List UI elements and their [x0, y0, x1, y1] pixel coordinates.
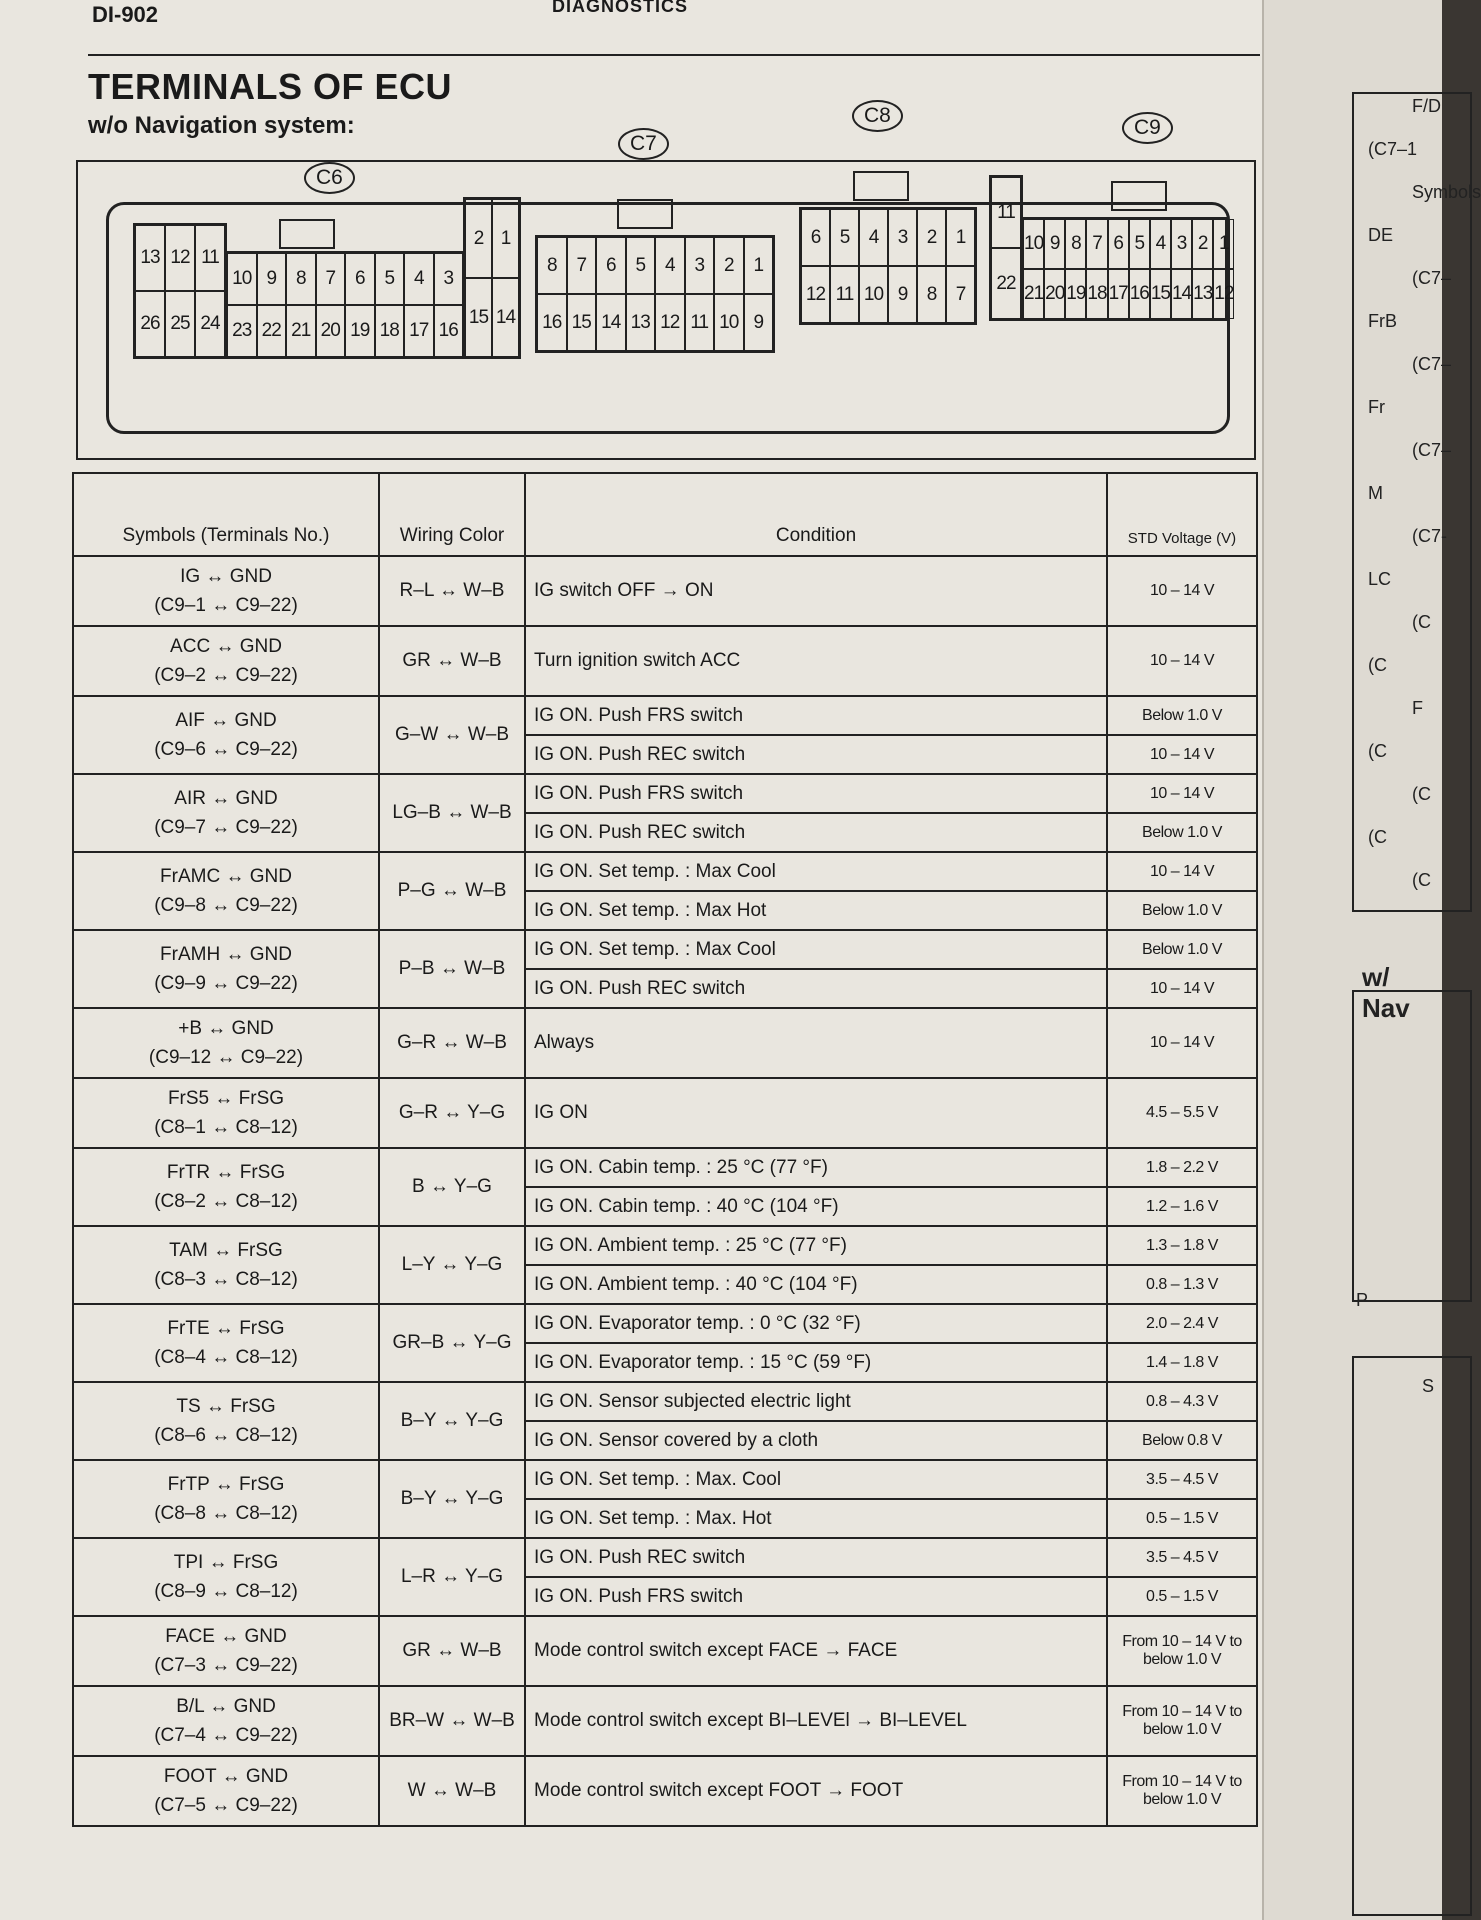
- std-voltage: 0.8 – 1.3 V: [1107, 1265, 1257, 1304]
- adjacent-item: Symbols: [1412, 182, 1481, 202]
- symbol-cell: [73, 626, 379, 696]
- table-header-row: [73, 473, 1257, 556]
- c7-pin-16: 16: [537, 294, 567, 351]
- std-voltage: From 10 – 14 V to below 1.0 V: [1107, 1756, 1257, 1826]
- c7-pin-4: 4: [655, 237, 685, 294]
- c8-pin-12: 12: [801, 266, 830, 323]
- c6-pin-8: 8: [286, 253, 316, 305]
- terminal-numbers: (C8–1 ↔ C8–12): [154, 1117, 298, 1138]
- table-row: [73, 556, 1257, 626]
- c9-key: [1111, 181, 1167, 211]
- c6-pin-14: 14: [492, 278, 519, 357]
- terminals-table: [72, 472, 1258, 1827]
- c6-key: [279, 219, 335, 249]
- adjacent-item: F/D: [1412, 96, 1441, 116]
- table-row: [73, 1382, 1257, 1421]
- condition-cell: IG ON. Push FRS switch: [525, 696, 1107, 735]
- terminal-numbers: (C9–2 ↔ C9–22): [154, 665, 298, 686]
- adjacent-item: DE: [1368, 225, 1394, 245]
- c7-pin-5: 5: [626, 237, 656, 294]
- table-row: [73, 852, 1257, 891]
- adjacent-item: M: [1368, 483, 1383, 503]
- table-row: [73, 626, 1257, 696]
- condition-cell: IG ON. Set temp. : Max. Cool: [525, 1460, 1107, 1499]
- terminal-numbers: (C9–7 ↔ C9–22): [154, 817, 298, 838]
- c7-pin-12: 12: [655, 294, 685, 351]
- table-row: [73, 1460, 1257, 1499]
- symbol-pair: AIF ↔ GND: [175, 710, 277, 731]
- adjacent-item: (C: [1368, 827, 1387, 847]
- c9-block: [1021, 217, 1234, 321]
- symbol-cell: [73, 1226, 379, 1304]
- wiring-color: L–R ↔ Y–G: [379, 1538, 525, 1616]
- wiring-color: L–Y ↔ Y–G: [379, 1226, 525, 1304]
- c6-pin-5: 5: [375, 253, 405, 305]
- c9-pin-12: 12: [1213, 269, 1234, 319]
- std-voltage: 2.0 – 2.4 V: [1107, 1304, 1257, 1343]
- c8-pin-8: 8: [917, 266, 946, 323]
- terminal-numbers: (C8–9 ↔ C8–12): [154, 1581, 298, 1602]
- connector-label-c7: C7: [618, 128, 669, 160]
- c7-pin-11: 11: [685, 294, 715, 351]
- symbol-pair: FrAMH ↔ GND: [160, 944, 292, 965]
- condition-cell: Mode control switch except BI–LEVEl → BI–LEVEL: [525, 1686, 1107, 1756]
- condition-cell: Mode control switch except FACE → FACE: [525, 1616, 1107, 1686]
- std-voltage: 0.5 – 1.5 V: [1107, 1577, 1257, 1616]
- symbol-cell: [73, 930, 379, 1008]
- std-voltage: 0.8 – 4.3 V: [1107, 1382, 1257, 1421]
- condition-cell: IG ON. Push FRS switch: [525, 774, 1107, 813]
- c8-pin-4: 4: [859, 209, 888, 266]
- c6-mid-block: [225, 251, 465, 359]
- condition-cell: IG ON. Push REC switch: [525, 969, 1107, 1008]
- table-row: [73, 1616, 1257, 1686]
- symbol-pair: FOOT ↔ GND: [163, 1766, 289, 1787]
- condition-cell: IG ON. Cabin temp. : 40 °C (104 °F): [525, 1187, 1107, 1226]
- condition-cell: IG ON. Ambient temp. : 25 °C (77 °F): [525, 1226, 1107, 1265]
- adjacent-item: (C7–1: [1368, 139, 1418, 159]
- terminal-numbers: (C8–6 ↔ C8–12): [154, 1425, 298, 1446]
- std-voltage: From 10 – 14 V to below 1.0 V: [1107, 1686, 1257, 1756]
- c6-pin-9: 9: [257, 253, 287, 305]
- condition-cell: IG ON. Set temp. : Max. Hot: [525, 1499, 1107, 1538]
- c9-pin-18: 18: [1086, 269, 1107, 319]
- c6-pin-2: 2: [465, 199, 492, 278]
- wiring-color: GR–B ↔ Y–G: [379, 1304, 525, 1382]
- c6-pin-12: 12: [165, 225, 195, 291]
- std-voltage: Below 1.0 V: [1107, 930, 1257, 969]
- c9-pin-4: 4: [1150, 219, 1171, 269]
- symbol-pair: AIR ↔ GND: [174, 788, 278, 809]
- adjacent-item: (C: [1368, 741, 1387, 761]
- adjacent-item: Fr: [1368, 397, 1385, 417]
- c6-pin-4: 4: [404, 253, 434, 305]
- c6-right-block: [463, 197, 521, 359]
- c7-pin-7: 7: [567, 237, 597, 294]
- adjacent-box-2: [1352, 1356, 1472, 1916]
- c8-pin-7: 7: [946, 266, 975, 323]
- c9-pin-16: 16: [1129, 269, 1150, 319]
- terminal-numbers: (C9–8 ↔ C9–22): [154, 895, 298, 916]
- adjacent-page: [1262, 0, 1481, 1920]
- condition-cell: Turn ignition switch ACC: [525, 626, 1107, 696]
- section-header: DIAGNOSTICS: [552, 0, 689, 16]
- terminal-numbers: (C8–8 ↔ C8–12): [154, 1503, 298, 1524]
- terminal-numbers: (C9–9 ↔ C9–22): [154, 973, 298, 994]
- wiring-color: B ↔ Y–G: [379, 1148, 525, 1226]
- condition-cell: IG switch OFF → ON: [525, 556, 1107, 626]
- condition-cell: IG ON. Push REC switch: [525, 735, 1107, 774]
- wiring-color: B–Y ↔ Y–G: [379, 1382, 525, 1460]
- symbol-pair: TAM ↔ FrSG: [169, 1240, 283, 1261]
- wiring-color: G–R ↔ Y–G: [379, 1078, 525, 1148]
- table-row: [73, 930, 1257, 969]
- symbol-cell: [73, 696, 379, 774]
- symbol-pair: FACE ↔ GND: [165, 1626, 287, 1647]
- adjacent-box-1: [1352, 990, 1472, 1302]
- header-voltage: STD Voltage (V): [1107, 473, 1257, 556]
- c6-pin-3: 3: [434, 253, 464, 305]
- std-voltage: 3.5 – 4.5 V: [1107, 1460, 1257, 1499]
- terminal-numbers: (C7–5 ↔ C9–22): [154, 1795, 298, 1816]
- c6-pin-7: 7: [316, 253, 346, 305]
- symbol-pair: FrS5 ↔ FrSG: [167, 1088, 285, 1109]
- terminal-numbers: (C8–3 ↔ C8–12): [154, 1269, 298, 1290]
- c8-pin-3: 3: [888, 209, 917, 266]
- wiring-color: B–Y ↔ Y–G: [379, 1460, 525, 1538]
- table-row: [73, 1686, 1257, 1756]
- std-voltage: Below 0.8 V: [1107, 1421, 1257, 1460]
- c9-pin-20: 20: [1044, 269, 1065, 319]
- condition-cell: Mode control switch except FOOT → FOOT: [525, 1756, 1107, 1826]
- symbol-cell: [73, 1616, 379, 1686]
- condition-cell: IG ON. Set temp. : Max Hot: [525, 891, 1107, 930]
- symbol-pair: TS ↔ FrSG: [176, 1396, 276, 1417]
- symbol-cell: [73, 1078, 379, 1148]
- symbol-cell: [73, 556, 379, 626]
- terminal-numbers: (C9–6 ↔ C9–22): [154, 739, 298, 760]
- connector-label-c8: C8: [852, 100, 903, 132]
- adjacent-item: F: [1412, 698, 1423, 718]
- symbol-cell: [73, 774, 379, 852]
- c6-left-block: [133, 223, 227, 359]
- c6-pin-26: 26: [135, 291, 165, 357]
- header-symbols: Symbols (Terminals No.): [73, 473, 379, 556]
- c9-pin-15: 15: [1150, 269, 1171, 319]
- header-rule: [88, 54, 1260, 56]
- adjacent-item: (C: [1412, 784, 1431, 804]
- symbol-cell: [73, 1008, 379, 1078]
- c6-pin-11: 11: [195, 225, 225, 291]
- table-row: [73, 1226, 1257, 1265]
- table-row: [73, 1756, 1257, 1826]
- c6-pin-22: 22: [257, 305, 287, 357]
- symbol-cell: [73, 1148, 379, 1226]
- adjacent-heading: w/ Nav: [1362, 962, 1410, 1023]
- c9-tab-block: [989, 175, 1023, 321]
- adjacent-item: (C7-: [1412, 526, 1447, 546]
- terminal-numbers: (C9–1 ↔ C9–22): [154, 595, 298, 616]
- table-row: [73, 1148, 1257, 1187]
- symbol-pair: FrAMC ↔ GND: [160, 866, 292, 887]
- wiring-color: GR ↔ W–B: [379, 626, 525, 696]
- wiring-color: W ↔ W–B: [379, 1756, 525, 1826]
- c6-pin-20: 20: [316, 305, 346, 357]
- condition-cell: IG ON. Sensor covered by a cloth: [525, 1421, 1107, 1460]
- c6-pin-24: 24: [195, 291, 225, 357]
- c9-pin-8: 8: [1065, 219, 1086, 269]
- condition-cell: IG ON. Set temp. : Max Cool: [525, 852, 1107, 891]
- std-voltage: 10 – 14 V: [1107, 774, 1257, 813]
- adjacent-item: (C7–: [1412, 268, 1452, 288]
- std-voltage: 4.5 – 5.5 V: [1107, 1078, 1257, 1148]
- wiring-color: R–L ↔ W–B: [379, 556, 525, 626]
- std-voltage: 1.4 – 1.8 V: [1107, 1343, 1257, 1382]
- symbol-pair: ACC ↔ GND: [170, 636, 282, 657]
- page-id: DI-902: [92, 2, 159, 27]
- c9-pin-6: 6: [1108, 219, 1129, 269]
- symbol-cell: [73, 1304, 379, 1382]
- symbol-pair: FrTP ↔ FrSG: [167, 1474, 285, 1495]
- wiring-color: G–R ↔ W–B: [379, 1008, 525, 1078]
- c9-pin-11: 11: [991, 177, 1021, 248]
- adjacent-item: (C7–: [1412, 440, 1452, 460]
- symbol-pair: IG ↔ GND: [180, 566, 272, 587]
- c6-pin-10: 10: [227, 253, 257, 305]
- c7-pin-1: 1: [744, 237, 774, 294]
- c9-pin-9: 9: [1044, 219, 1065, 269]
- adjacent-item: (C7–: [1412, 354, 1452, 374]
- condition-cell: IG ON. Cabin temp. : 25 °C (77 °F): [525, 1148, 1107, 1187]
- symbol-cell: [73, 1382, 379, 1460]
- c9-pin-3: 3: [1171, 219, 1192, 269]
- c9-pin-21: 21: [1023, 269, 1044, 319]
- terminal-numbers: (C8–4 ↔ C8–12): [154, 1347, 298, 1368]
- c6-pin-19: 19: [345, 305, 375, 357]
- c9-pin-1: 1: [1213, 219, 1234, 269]
- symbol-pair: TPI ↔ FrSG: [173, 1552, 279, 1573]
- adjacent-marker-p: P: [1356, 1290, 1369, 1310]
- c7-key: [617, 199, 673, 229]
- wiring-color: P–B ↔ W–B: [379, 930, 525, 1008]
- c7-block: [535, 235, 775, 353]
- condition-cell: IG ON. Evaporator temp. : 0 °C (32 °F): [525, 1304, 1107, 1343]
- symbol-cell: [73, 1756, 379, 1826]
- c6-pin-23: 23: [227, 305, 257, 357]
- std-voltage: 10 – 14 V: [1107, 735, 1257, 774]
- condition-cell: IG ON: [525, 1078, 1107, 1148]
- condition-cell: Always: [525, 1008, 1107, 1078]
- std-voltage: Below 1.0 V: [1107, 696, 1257, 735]
- c8-pin-10: 10: [859, 266, 888, 323]
- adjacent-item: LC: [1368, 569, 1392, 589]
- header-condition: Condition: [525, 473, 1107, 556]
- std-voltage: 0.5 – 1.5 V: [1107, 1499, 1257, 1538]
- std-voltage: Below 1.0 V: [1107, 891, 1257, 930]
- terminal-numbers: (C7–4 ↔ C9–22): [154, 1725, 298, 1746]
- c7-pin-8: 8: [537, 237, 567, 294]
- c7-pin-2: 2: [714, 237, 744, 294]
- header-wiring: Wiring Color: [379, 473, 525, 556]
- c7-pin-10: 10: [714, 294, 744, 351]
- symbol-pair: FrTR ↔ FrSG: [166, 1162, 286, 1183]
- symbol-cell: [73, 852, 379, 930]
- c8-pin-2: 2: [917, 209, 946, 266]
- connector-label-c9: C9: [1122, 112, 1173, 144]
- table-row: [73, 1008, 1257, 1078]
- c9-pin-19: 19: [1065, 269, 1086, 319]
- std-voltage: 10 – 14 V: [1107, 1008, 1257, 1078]
- adjacent-item: (C: [1412, 612, 1431, 632]
- std-voltage: 1.2 – 1.6 V: [1107, 1187, 1257, 1226]
- adjacent-marker-s: S: [1422, 1376, 1435, 1396]
- c6-pin-25: 25: [165, 291, 195, 357]
- c7-pin-15: 15: [567, 294, 597, 351]
- c6-pin-21: 21: [286, 305, 316, 357]
- c8-pin-9: 9: [888, 266, 917, 323]
- symbol-cell: [73, 1686, 379, 1756]
- symbol-pair: +B ↔ GND: [178, 1018, 274, 1039]
- c9-pin-14: 14: [1171, 269, 1192, 319]
- condition-cell: IG ON. Push REC switch: [525, 1538, 1107, 1577]
- c6-pin-18: 18: [375, 305, 405, 357]
- wiring-color: LG–B ↔ W–B: [379, 774, 525, 852]
- terminal-numbers: (C8–2 ↔ C8–12): [154, 1191, 298, 1212]
- c6-pin-1: 1: [492, 199, 519, 278]
- c9-pin-13: 13: [1192, 269, 1213, 319]
- table-row: [73, 774, 1257, 813]
- c9-pin-22: 22: [991, 248, 1021, 319]
- wiring-color: G–W ↔ W–B: [379, 696, 525, 774]
- std-voltage: 1.3 – 1.8 V: [1107, 1226, 1257, 1265]
- table-row: [73, 1078, 1257, 1148]
- c9-pin-10: 10: [1023, 219, 1044, 269]
- terminal-numbers: (C7–3 ↔ C9–22): [154, 1655, 298, 1676]
- std-voltage: 10 – 14 V: [1107, 969, 1257, 1008]
- wiring-color: GR ↔ W–B: [379, 1616, 525, 1686]
- adjacent-item: FrB: [1368, 311, 1397, 331]
- condition-cell: IG ON. Push FRS switch: [525, 1577, 1107, 1616]
- c8-key: [853, 171, 909, 201]
- wiring-color: P–G ↔ W–B: [379, 852, 525, 930]
- std-voltage: 10 – 14 V: [1107, 556, 1257, 626]
- c8-block: [799, 207, 977, 325]
- c6-pin-13: 13: [135, 225, 165, 291]
- symbol-pair: FrTE ↔ FrSG: [167, 1318, 285, 1339]
- c9-pin-5: 5: [1129, 219, 1150, 269]
- c6-pin-6: 6: [345, 253, 375, 305]
- std-voltage: 10 – 14 V: [1107, 852, 1257, 891]
- condition-cell: IG ON. Ambient temp. : 40 °C (104 °F): [525, 1265, 1107, 1304]
- connector-label-c6: C6: [304, 162, 355, 194]
- c9-pin-17: 17: [1108, 269, 1129, 319]
- c6-pin-15: 15: [465, 278, 492, 357]
- std-voltage: 3.5 – 4.5 V: [1107, 1538, 1257, 1577]
- c8-pin-5: 5: [830, 209, 859, 266]
- connector-housing: [106, 201, 1234, 434]
- c9-pin-7: 7: [1086, 219, 1107, 269]
- table-row: [73, 1304, 1257, 1343]
- symbol-cell: [73, 1538, 379, 1616]
- c7-pin-3: 3: [685, 237, 715, 294]
- terminal-numbers: (C9–12 ↔ C9–22): [148, 1047, 304, 1068]
- c9-pin-2: 2: [1192, 219, 1213, 269]
- c7-pin-6: 6: [596, 237, 626, 294]
- c6-pin-17: 17: [404, 305, 434, 357]
- std-voltage: 10 – 14 V: [1107, 626, 1257, 696]
- condition-cell: IG ON. Evaporator temp. : 15 °C (59 °F): [525, 1343, 1107, 1382]
- page-subtitle: w/o Navigation system:: [88, 112, 355, 139]
- c8-pin-6: 6: [801, 209, 830, 266]
- c7-pin-14: 14: [596, 294, 626, 351]
- symbol-pair: B/L ↔ GND: [176, 1696, 276, 1717]
- c7-pin-13: 13: [626, 294, 656, 351]
- table-row: [73, 696, 1257, 735]
- wiring-color: BR–W ↔ W–B: [379, 1686, 525, 1756]
- std-voltage: Below 1.0 V: [1107, 813, 1257, 852]
- adjacent-item: (C: [1412, 870, 1431, 890]
- std-voltage: From 10 – 14 V to below 1.0 V: [1107, 1616, 1257, 1686]
- c7-pin-9: 9: [744, 294, 774, 351]
- condition-cell: IG ON. Set temp. : Max Cool: [525, 930, 1107, 969]
- c6-pin-16: 16: [434, 305, 464, 357]
- std-voltage: 1.8 – 2.2 V: [1107, 1148, 1257, 1187]
- page-title: TERMINALS OF ECU: [88, 66, 452, 107]
- adjacent-item: (C: [1368, 655, 1387, 675]
- condition-cell: IG ON. Push REC switch: [525, 813, 1107, 852]
- c8-pin-1: 1: [946, 209, 975, 266]
- condition-cell: IG ON. Sensor subjected electric light: [525, 1382, 1107, 1421]
- symbol-cell: [73, 1460, 379, 1538]
- table-row: [73, 1538, 1257, 1577]
- c8-pin-11: 11: [830, 266, 859, 323]
